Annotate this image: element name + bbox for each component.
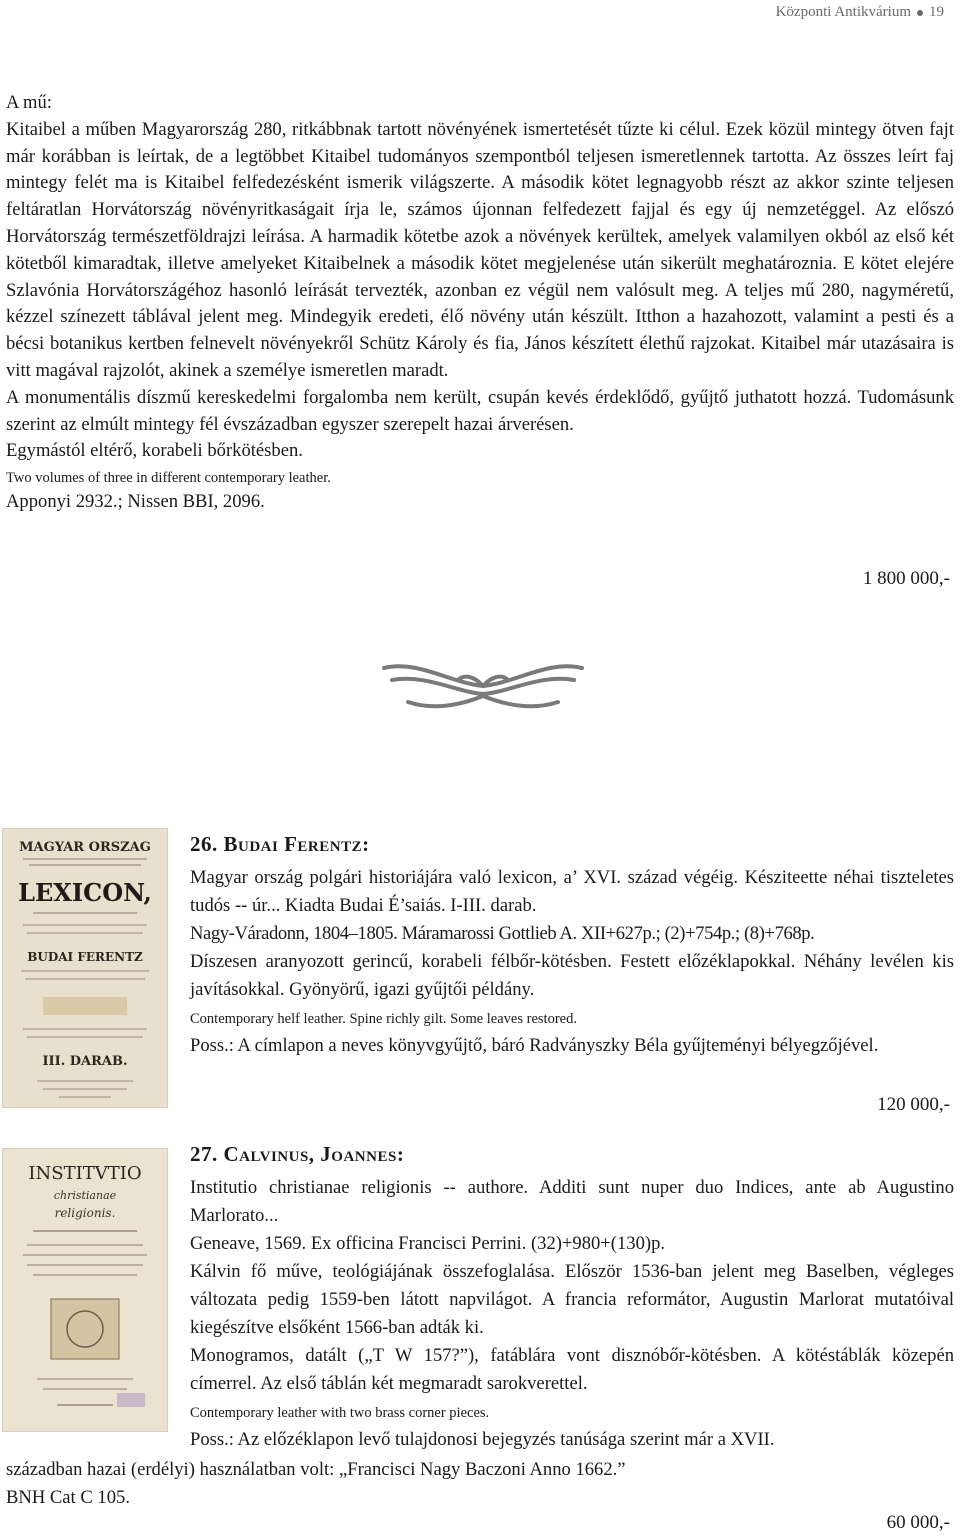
entry-26-heading [190, 830, 954, 858]
intro-english-note: Two volumes of three in different contemporary leather. [6, 470, 331, 487]
entry-26-provenance: Poss.: A címlapon a neves könyvgyűjtő, báró Radványszky Béla gyűjteményi bélyegzőjével. [190, 1035, 879, 1056]
entry-27-heading [190, 1140, 954, 1168]
page-header [776, 4, 944, 21]
entry-27-reference: BNH Cat C 105. [6, 1487, 130, 1508]
image-line-1: MAGYAR ORSZAG [19, 840, 151, 855]
decorative-ornament-icon [378, 658, 588, 716]
image-line-3: religionis. [54, 1206, 116, 1220]
intro-paragraph-2: A monumentális díszmű kereskedelmi forgalomba nem került, csupán kevés érdeklődő, gyűjtő juthatott hozzá. Tudomásunk szerint az elmúlt mintegy fél évszázadban egyszer szerepelt hazai árverésen. [6, 386, 954, 435]
entry-26-english-note: Contemporary helf leather. Spine richly gilt. Some leaves restored. [190, 1011, 577, 1027]
entry-27-english-note: Contemporary leather with two brass corner pieces. [190, 1405, 490, 1421]
entry-27-author: Calvinus, Joannes: [223, 1142, 405, 1166]
entry-27-title: Institutio christianae religionis -- authore. Additi sunt nuper duo Indices, ante ab Augustino Marlorato... [190, 1177, 954, 1226]
intro-paragraph-1: Kitaibel a műben Magyarország 280, ritkábbnak tartott növényének ismertetését tűzte ki célul. Ezek közül mintegy ötven fajt már korábban is leírtak, de a legtöbbet Kitaibel tudományos szempontból teljesen ismeretlennek tartotta. Az összes leírt faj mintegy felét ma is Kitaibel felfedezésként ismerik világszerte. A második kötet legnagyobb részt az akkor szinte teljesen feltáratlan Horvátország növényritkaságait írja le, számos újonnan felfedezett fajjal és egy új nemzetéggel. Az előszó Horvátország természetföldrajzi leírása. A harmadik kötetbe azok a növények kerültek, amelyek valamilyen okból az első két kötetből kimaradtak, illetve amelyeket Kitaibelnek a második kötet megjelenése után sikerült meghatároznia. E kötet elejére Szlavónia Horvátországéhoz hasonló leírását tervezték, azonban ez végül nem valósult meg. A teljes mű 280, nagyméretű, kézzel színezett táblával jelent meg. Mindegyik eredeti, élő növény után készült. Itthon a hazahozott, valamint a pesti és a bécsi botanikus kertben felnevelt növényekről Schütz Károly és fia, János készített élethű rajzokat. Kitaibel már utazásaira is vitt magával rajzolót, akinek a személye ismeretlen maradt. [6, 118, 954, 381]
header-title: Központi Antikvárium [775, 4, 911, 20]
intro-price: 1 800 000,- [862, 568, 950, 589]
entry-26-description: Díszesen aranyozott gerincű, korabeli félbőr-kötésben. Festett előzéklapokkal. Néhány levélen kis javításokkal. Gyönyörű, igazi gyűjtői példány. [190, 951, 954, 1000]
entry-27-number: 27. [190, 1142, 218, 1166]
page-number: 19 [929, 4, 944, 20]
entry-27-provenance-end: században hazai (erdélyi) használatban volt: „Francisci Nagy Baczoni Anno 1662.” [6, 1459, 626, 1480]
entry-26-author: Budai Ferentz: [223, 832, 370, 856]
image-line-2: LEXICON, [18, 878, 152, 907]
entry-26-price: 120 000,- [877, 1094, 950, 1115]
entry-26-imprint: Nagy-Váradonn, 1804–1805. Máramarossi Gottlieb A. XII+627p.; (2)+754p.; (8)+768p. [190, 923, 815, 944]
intro-reference: Apponyi 2932.; Nissen BBI, 2096. [6, 491, 265, 513]
image-line-2: christianae [53, 1189, 117, 1202]
image-line-4: III. DARAB. [42, 1054, 128, 1069]
entry-27-description-2: Monogramos, datált („T W 157?”), fatáblára vont disznóbőr-kötésben. A kötéstáblák közepén címerrel. Az első táblán két megmaradt sarokverettel. [190, 1345, 954, 1394]
book-cover-image-institutio [2, 1148, 168, 1432]
entry-26-number: 26. [190, 832, 218, 856]
image-line-3: BUDAI FERENTZ [27, 950, 143, 964]
entry-27-continued [6, 1456, 954, 1512]
catalog-entry-27 [190, 1140, 954, 1454]
entry-27-imprint: Geneave, 1569. Ex officina Francisci Perrini. (32)+980+(130)p. [190, 1233, 666, 1254]
catalog-entry-26 [190, 830, 954, 1060]
intro-section [6, 90, 954, 516]
book-cover-image-lexicon [2, 828, 168, 1108]
intro-paragraph-3: Egymástól eltérő, korabeli bőrkötésben. [6, 440, 303, 462]
entry-27-description-1: Kálvin fő műve, teológiájának összefoglalása. Először 1536-ban jelent meg Baselben, végleges változata pedig 1559-ben látott napvilágot. A francia reformátor, Augustin Marlorat mutatóival kiegészítve elsőként 1566-ban adták ki. [190, 1261, 954, 1338]
bullet-icon [917, 10, 923, 16]
entry-27-provenance-start: Poss.: Az előzéklapon levő tulajdonosi bejegyzés tanúsága szerint már a XVII. [190, 1429, 775, 1450]
entry-27-price: 60 000,- [886, 1512, 950, 1533]
entry-26-title: Magyar ország polgári historiájára való lexicon, a’ XVI. század végéig. Késziteette néhai tiszteletes tudós -- úr... Kiadta Budai É’saiás. I-III. darab. [190, 867, 954, 916]
image-line-1: INSTITVTIO [28, 1163, 142, 1184]
intro-heading: A mű: [6, 92, 52, 113]
